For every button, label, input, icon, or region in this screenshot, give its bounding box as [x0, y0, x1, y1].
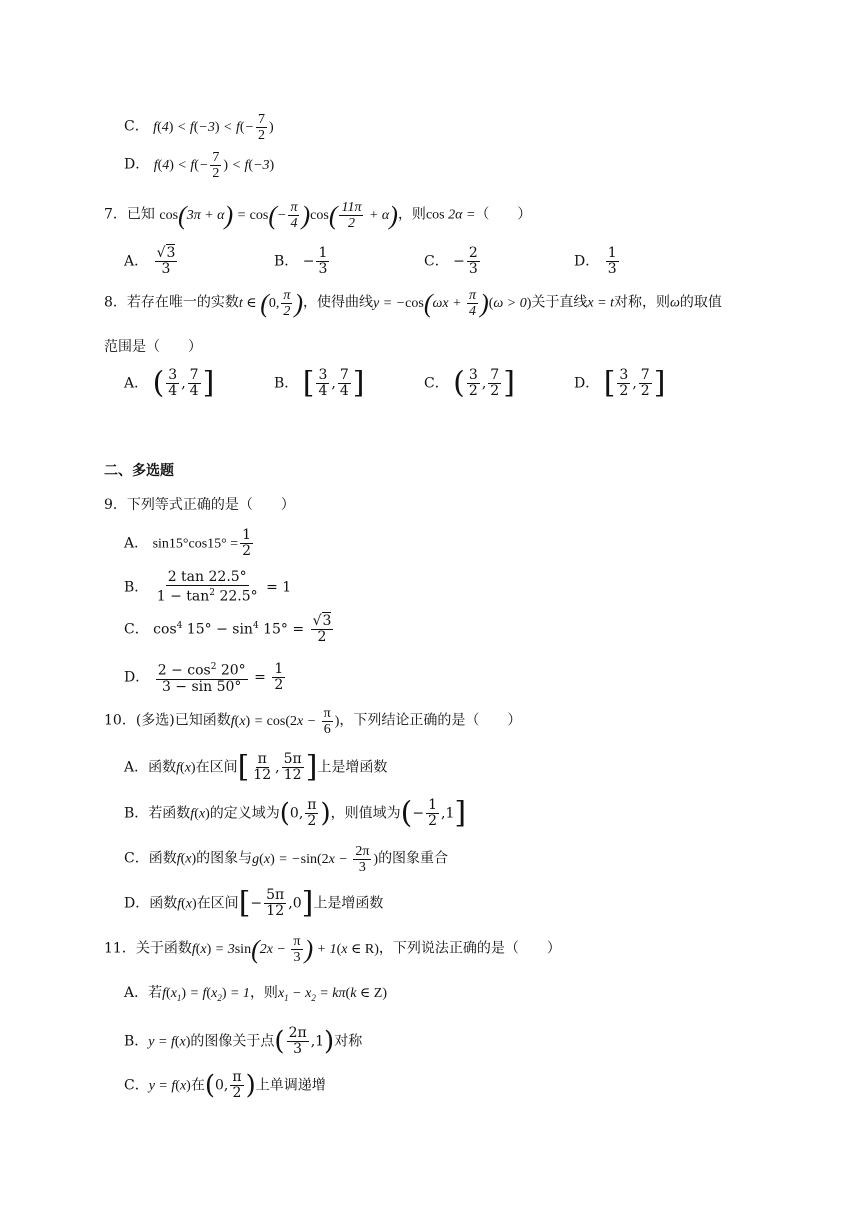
option-label: C．: [124, 118, 149, 135]
q9-option-c: C． $\cos^4 15^\circ - \sin^4 15^\circ$ = $\frac{√3}{2}$: [124, 613, 332, 645]
q11-option-b: B．y = f(x)的图像关于点( $\frac{2\pi}{3}$ ,1)对称: [124, 1025, 363, 1057]
formula: f(4) < f(−3) < f(− $\frac{7}{2}$ ): [153, 112, 274, 143]
q6-option-c: [124, 112, 274, 143]
section-title: 二、多选题: [104, 463, 174, 479]
q10-option-d: D．函数f(x)在区间[− $\frac{5\pi}{12}$ ,0]上是增函数: [124, 885, 384, 921]
q10-option-b: B．若函数f(x)的定义域为(0, $\frac{\pi}{2}$ )，则值域为(− $\frac{1}{2}$ ,1]: [124, 795, 467, 831]
question-11: 11．关于函数f(x) = 3sin(2x − $\frac{\pi}{3}$ ) + 1(x ∈ R)，下列说法正确的是（ ）: [104, 934, 561, 965]
question-8: 8．若存在唯一的实数t ∈ (0, $\frac{\pi}{2}$ )，使得曲线y = −cos(ωx + $\frac{\pi}{4}$ )(ω > 0)关于直线x = t对称，则ω的取值: [104, 288, 722, 319]
option-label: D．: [124, 156, 150, 173]
question-9: 9．下列等式正确的是（ ）: [104, 497, 295, 513]
q11-option-a: A．若$f(x_1) = f(x_2) = 1$，则$x_1 - x_2 = k\pi(k$ ∈ Z): [124, 985, 387, 1003]
q8-option-c: C． ( $\frac{3}{2}$ , $\frac{7}{2}$ ]: [424, 365, 515, 401]
q9-option-a: A． sin15°cos15° = $\frac{1}{2}$: [124, 527, 252, 559]
q6-option-d: [124, 150, 274, 181]
q8-option-d: D． [ $\frac{3}{2}$ , $\frac{7}{2}$ ]: [574, 365, 666, 401]
formula: cos(3π + α) = cos(− $\frac{\pi}{4}$ )cos( $\frac{11\pi}{2}$ + α): [159, 200, 398, 231]
q9-option-b: B． $\frac{2 \tan 22.5^\circ}{1 - \tan^2 22.5^\circ}$ = 1: [124, 569, 292, 605]
q8-option-a: A． ( $\frac{3}{4}$ , $\frac{7}{4}$ ]: [124, 365, 215, 401]
q10-option-c: C．函数f(x)的图象与g(x) = −sin(2x − $\frac{2\pi}{3}$ )的图象重合: [124, 844, 449, 875]
q7-option-c: C． − $\frac{2}{3}$: [424, 245, 478, 277]
question-7: 7．已知 cos(3π + α) = cos(− $\frac{\pi}{4}$ )cos( $\frac{11\pi}{2}$ + α)，则cos 2α =（ ）: [104, 200, 532, 231]
question-8-line2: 范围是（ ）: [104, 339, 202, 355]
q7-option-a: A． $\frac{√3}{3}$: [124, 245, 176, 277]
formula: f(4) < f(− $\frac{7}{2}$ ) < f(−3): [153, 150, 275, 181]
q8-option-b: B． [ $\frac{3}{4}$ , $\frac{7}{4}$ ]: [274, 365, 365, 401]
q9-option-d: D． $\frac{2 - \cos^2 20^\circ}{3 - \sin 50^\circ}$ = $\frac{1}{2}$: [124, 660, 284, 695]
question-7-options: [124, 246, 724, 277]
q10-option-a: A．函数f(x)在区间[ $\frac{\pi}{12}$ , $\frac{5\pi}{12}$ ]上是增函数: [124, 749, 388, 785]
question-8-options: [124, 365, 724, 401]
question-10: 10．(多选)已知函数f(x) = cos(2x − $\frac{\pi}{6}$ )，下列结论正确的是（ ）: [104, 706, 522, 737]
q7-option-d: D． $\frac{1}{3}$: [574, 245, 617, 277]
q11-option-c: C．y = f(x)在(0, $\frac{\pi}{2}$ )上单调递增: [124, 1069, 326, 1101]
q7-option-b: B． − $\frac{1}{3}$: [274, 245, 328, 277]
